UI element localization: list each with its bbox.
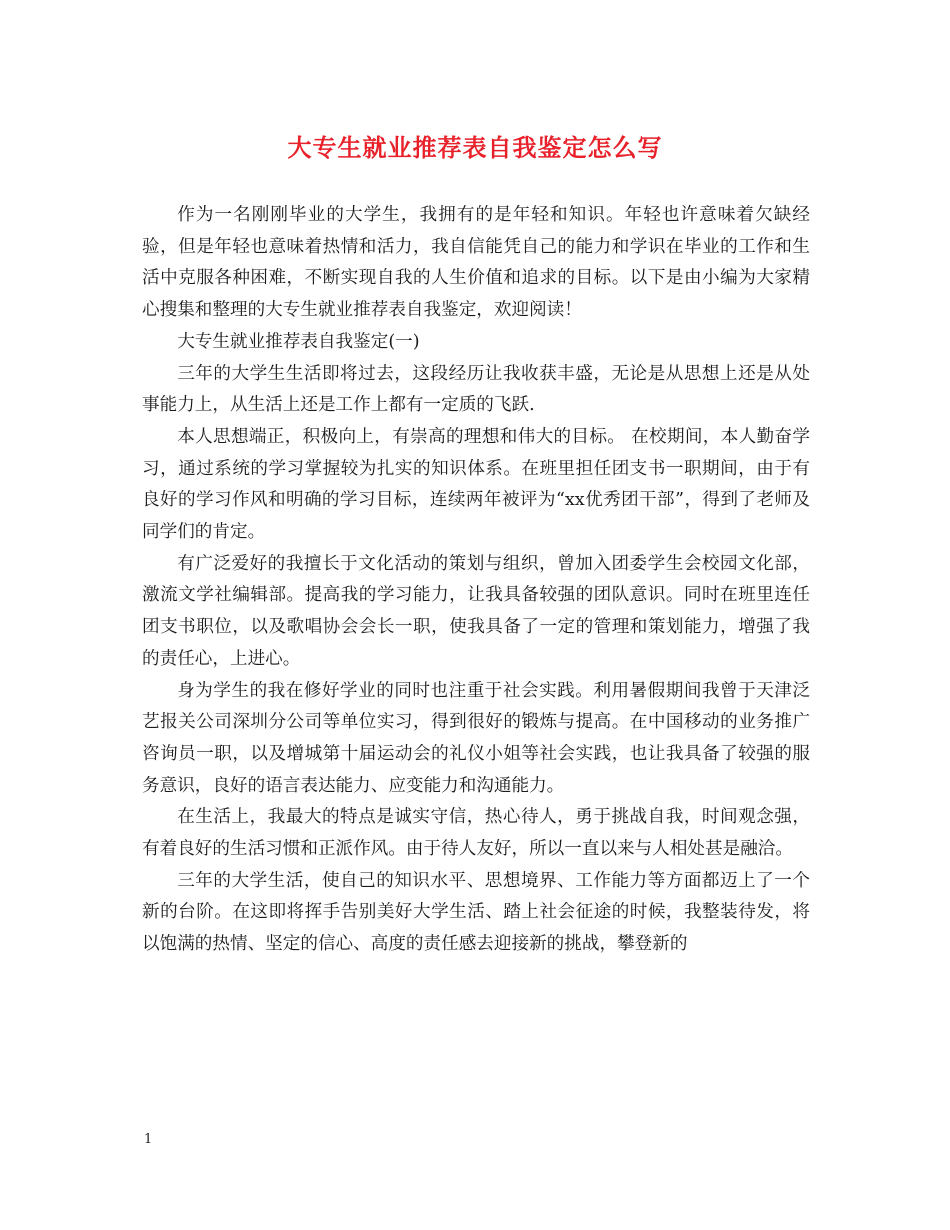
paragraph-overview: 三年的大学生生活即将过去，这段经历让我收获丰盛，无论是从思想上还是从处事能力上，从生活上还是工作上都有一定质的飞跃. — [142, 363, 810, 416]
document-body — [142, 200, 810, 961]
paragraph-practice: 身为学生的我在修好学业的同时也注重于社会实践。利用暑假期间我曾于天津泛艺报关公司深圳分公司等单位实习，得到很好的锻炼与提高。在中国移动的业务推广咨询员一职，以及增城第十届运动会的礼仪小姐等社会实践，也让我具备了较强的服务意识，良好的语言表达能力、应变能力和沟通能力。 — [142, 680, 810, 796]
paragraph-thought: 本人思想端正，积极向上，有崇高的理想和伟大的目标。 在校期间，本人勤奋学习，通过系统的学习掌握较为扎实的知识体系。在班里担任团支书一职期间，由于有良好的学习作风和明确的学习目标，连续两年被评为“xx优秀团干部”，得到了老师及同学们的肯定。 — [142, 426, 810, 543]
page-number: 1 — [144, 1132, 153, 1147]
document-title: 大专生就业推荐表自我鉴定怎么写 — [287, 133, 663, 162]
section-heading: 大专生就业推荐表自我鉴定(一) — [177, 331, 420, 352]
paragraph-activities: 有广泛爱好的我擅长于文化活动的策划与组织，曾加入团委学生会校园文化部，激流文学社编辑部。提高我的学习能力，让我具备较强的团队意识。同时在班里连任团支书职位，以及歌唱协会会长一职，使我具备了一定的管理和策划能力，增强了我的责任心，上进心。 — [142, 553, 810, 669]
paragraph-summary: 三年的大学生活，使自己的知识水平、思想境界、工作能力等方面都迈上了一个新的台阶。在这即将挥手告别美好大学生活、踏上社会征途的时候，我整装待发，将以饱满的热情、坚定的信心、高度的责任感去迎接新的挑战，攀登新的 — [142, 870, 810, 955]
paragraph-intro: 作为一名刚刚毕业的大学生，我拥有的是年轻和知识。年轻也许意味着欠缺经验，但是年轻也意味着热情和活力，我自信能凭自己的能力和学识在毕业的工作和生活中克服各种困难，不断实现自我的人生价值和追求的目标。以下是由小编为大家精心搜集和整理的大专生就业推荐表自我鉴定，欢迎阅读！ — [142, 205, 810, 321]
paragraph-life: 在生活上，我最大的特点是诚实守信，热心待人，勇于挑战自我，时间观念强，有着良好的生活习惯和正派作风。由于待人友好，所以一直以来与人相处甚是融洽。 — [142, 807, 810, 860]
